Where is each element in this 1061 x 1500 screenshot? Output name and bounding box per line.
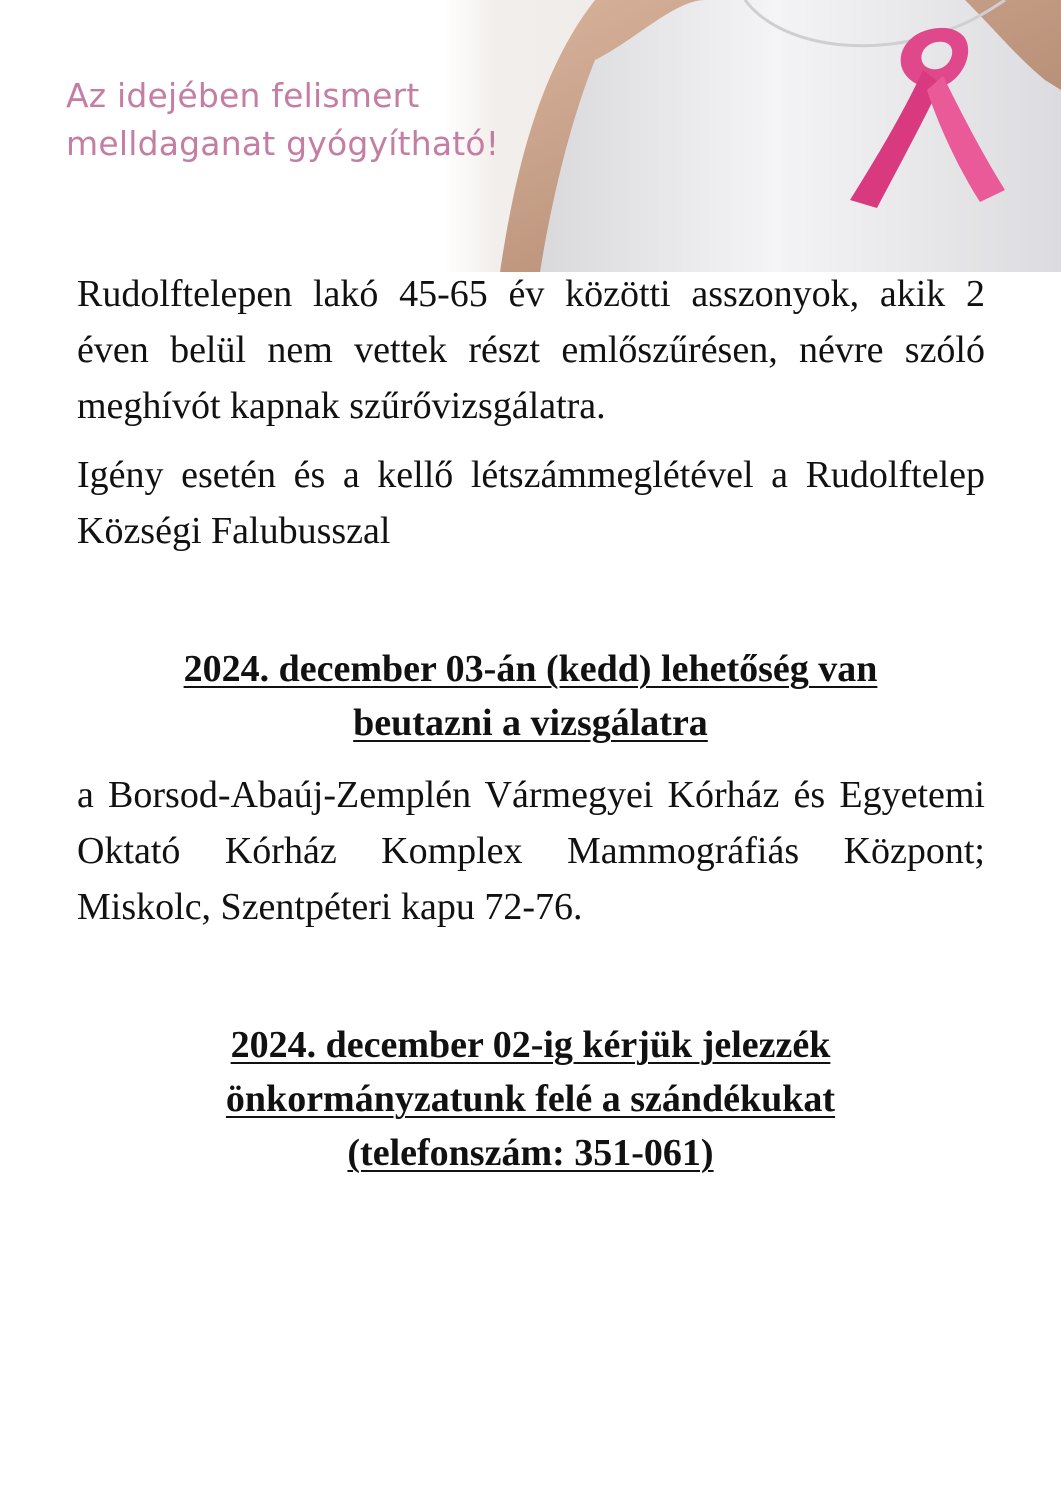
header-banner (0, 0, 1061, 272)
phone-number: (telefonszám: 351-061) (347, 1132, 714, 1174)
travel-date-heading-line-1: 2024. december 03-án (kedd) lehetőség van (183, 648, 878, 690)
banner-slogan (66, 72, 536, 168)
travel-date-heading-line-2: beutazni a vizsgálatra (353, 702, 708, 744)
deadline-heading-line-1: 2024. december 02-ig kérjük jelezzék (230, 1024, 831, 1066)
deadline-heading (0, 1018, 1061, 1180)
slogan-line-2: melldaganat gyógyítható! (66, 124, 500, 163)
invitation-paragraph: Rudolftelepen lakó 45-65 év közötti asszonyok, akik 2 éven belül nem vettek részt emlőszűrésen, névre szóló meghívót kapnak szűrővizsgálatra. (77, 273, 985, 427)
deadline-heading-line-2: önkormányzatunk felé a szándékukat (225, 1078, 836, 1120)
hospital-address-paragraph: a Borsod-Abaúj-Zemplén Vármegyei Kórház és Egyetemi Oktató Kórház Komplex Mammográfiás Központ; Miskolc, Szentpéteri kapu 72-76. (77, 774, 985, 928)
slogan-line-1: Az idejében felismert (66, 76, 420, 115)
bus-paragraph: Igény esetén és a kellő létszámmeglétével a Rudolftelep Községi Falubusszal (77, 454, 985, 552)
banner-photo (445, 0, 1061, 272)
travel-date-heading (0, 642, 1061, 750)
